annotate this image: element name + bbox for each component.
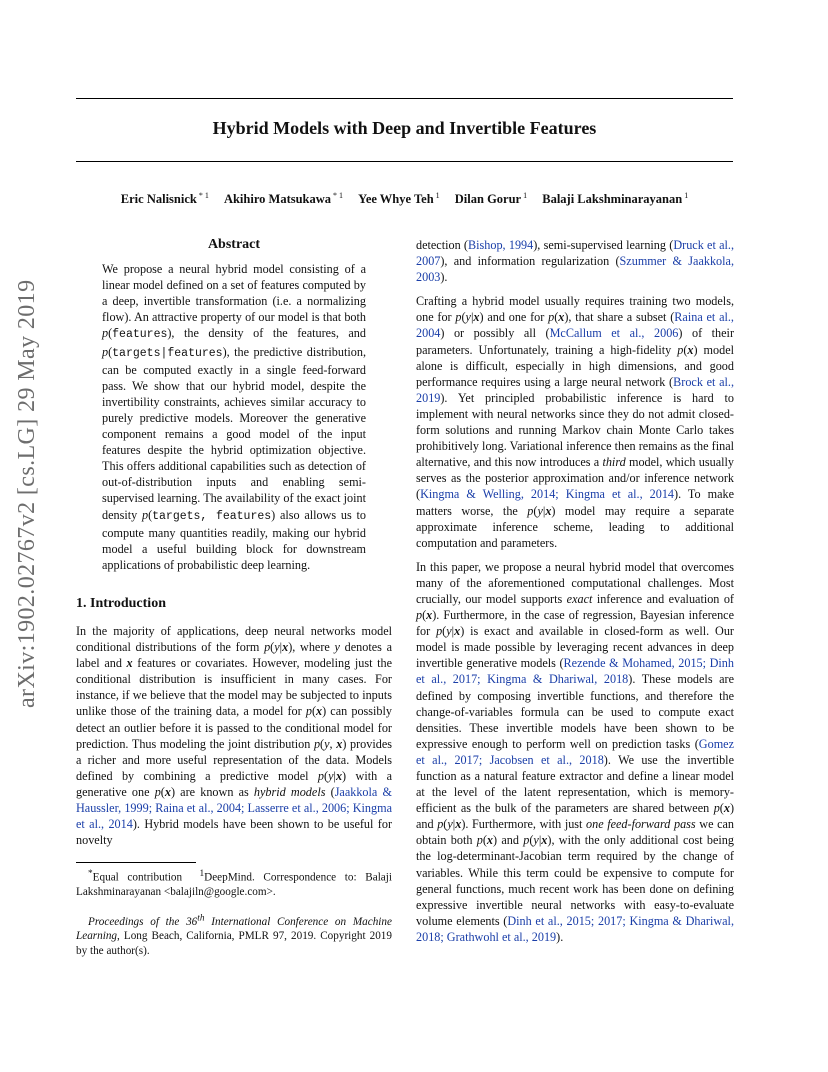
paragraph: detection (Bishop, 1994), semi-supervised learning (Druck et al., 2007), and information regularization (Szummer & Jaakkola, 2003). bbox=[416, 238, 734, 285]
right-column bbox=[416, 237, 734, 953]
left-column bbox=[76, 237, 392, 970]
title-bottom-rule bbox=[76, 161, 733, 162]
abstract-heading: Abstract bbox=[207, 237, 261, 252]
author: Yee Whye Teh $^1$ bbox=[358, 191, 440, 207]
paper-title: Hybrid Models with Deep and Invertible Features bbox=[212, 118, 597, 138]
footnote: *Equal contribution $^1$DeepMind. Correspondence to: Balaji Lakshminarayanan <balajiln@google.com>. bbox=[76, 869, 392, 899]
footnotes bbox=[76, 862, 392, 957]
arxiv-stamp: arXiv:1902.02767v2 [cs.LG] 29 May 2019 bbox=[14, 279, 40, 708]
author: Balaji Lakshminarayanan $^1$ bbox=[542, 191, 689, 207]
author-list bbox=[76, 191, 733, 207]
section-heading: 1. Introduction bbox=[76, 595, 166, 611]
footnote: Proceedings of the 36th International Conference on Machine Learning, Long Beach, California, PMLR 97, 2019. Copyright 2019 by the author(s). bbox=[76, 913, 392, 957]
author: Eric Nalisnick $^{* 1}$ bbox=[120, 191, 209, 207]
abstract-text: We propose a neural hybrid model consisting of a linear model defined on a set of features computed by a deep, invertible transformation (i.e. a normalizing flow). An attractive property of our model is that both p(features), the density of the features, and p(targets|features), the predictive distribution, can be computed exactly in a single feed-forward pass. We show that our hybrid model, despite the invertibility constraints, achieves similar accuracy to purely predictive models. Moreover the generative component remains a good model of the input features despite the hybrid optimization objective. This offers additional capabilities such as detection of out-of-distribution inputs and enabling semi-supervised learning. The availability of the exact joint density p(targets, features) also allows us to compute many quantities readily, making our hybrid model a useful building block for downstream applications of probabilistic deep learning. bbox=[102, 262, 366, 572]
author: Akihiro Matsukawa $^{* 1}$ bbox=[223, 191, 344, 207]
footnote-rule bbox=[76, 862, 196, 863]
paragraph: Crafting a hybrid model usually requires training two models, one for p(y|x) and one for p(x), that share a subset (Raina et al., 2004) or possibly all (McCallum et al., 2006) of their parameters. Unfortunately, training a high-fidelity p(x) model alone is difficult, especially in high dimensions, and good performance requires using a large neural network (Brock et al., 2019). Yet principled probabilistic inference is hard to implement with neural networks since they do not admit closed-form solutions and running Markov chain Monte Carlo takes prohibitively long. Variational inference then remains as the final alternative, and this now introduces a third model, which usually serves as the posterior approximation and/or inference network (Kingma & Welling, 2014; Kingma et al., 2014). To make matters worse, the p(y|x) model may require a separate approximate inference scheme, leading to additional computation and parameters. bbox=[416, 294, 735, 550]
top-rule bbox=[76, 98, 733, 99]
paragraph: In this paper, we propose a neural hybrid model that overcomes many of the aforementioned computational challenges. Most crucially, our model supports exact inference and evaluation of p(x). Furthermore, in the case of regression, Bayesian inference for p(y|x) is exact and available in closed-form as well. Our model is made possible by leveraging recent advances in deep invertible generative models (Rezende & Mohamed, 2015; Dinh et al., 2017; Kingma & Dhariwal, 2018). These models are defined by composing invertible functions, and therefore the change-of-variables formula can be used to compute exact densities. These invertible models have been shown to be expressive enough to perform well on prediction tasks (Gomez et al., 2017; Jacobsen et al., 2018). We use the invertible function as a natural feature extractor and define a linear model at the level of the latent representation, which is memory-efficient as the bulk of the parameters are shared between p(x) and p(y|x). Furthermore, with just one feed-forward pass we can obtain both p(x) and p(y|x), with the only additional cost being the log-determinant-Jacobian term required by the change of variables. While this term could be expensive to compute for general functions, much recent work has been done on defining expressive invertible neural networks with easy-to-evaluate volume elements (Dinh et al., 2015; 2017; Kingma & Dhariwal, 2018; Grathwohl et al., 2019). bbox=[416, 559, 734, 944]
paragraph: In the majority of applications, deep neural networks model conditional distributions of the form p(y|x), where y denotes a label and x features or covariates. However, modeling just the conditional distribution is insufficient in many cases. For instance, if we believe that the model may be subjected to inputs unlike those of the training data, a model for p(x) can possibly detect an outlier before it is passed to the conditional model for prediction. Thus modeling the joint distribution p(y, x) provides a richer and more useful representation of the data. Models defined by combining a predictive model p(y|x) with a generative one p(x) are known as hybrid models (Jaakkola & Haussler, 1999; Raina et al., 2004; Lasserre et al., 2006; Kingma et al., 2014). Hybrid models have been shown to be useful for novelty bbox=[76, 623, 393, 848]
author: Dilan Gorur $^1$ bbox=[454, 191, 528, 207]
